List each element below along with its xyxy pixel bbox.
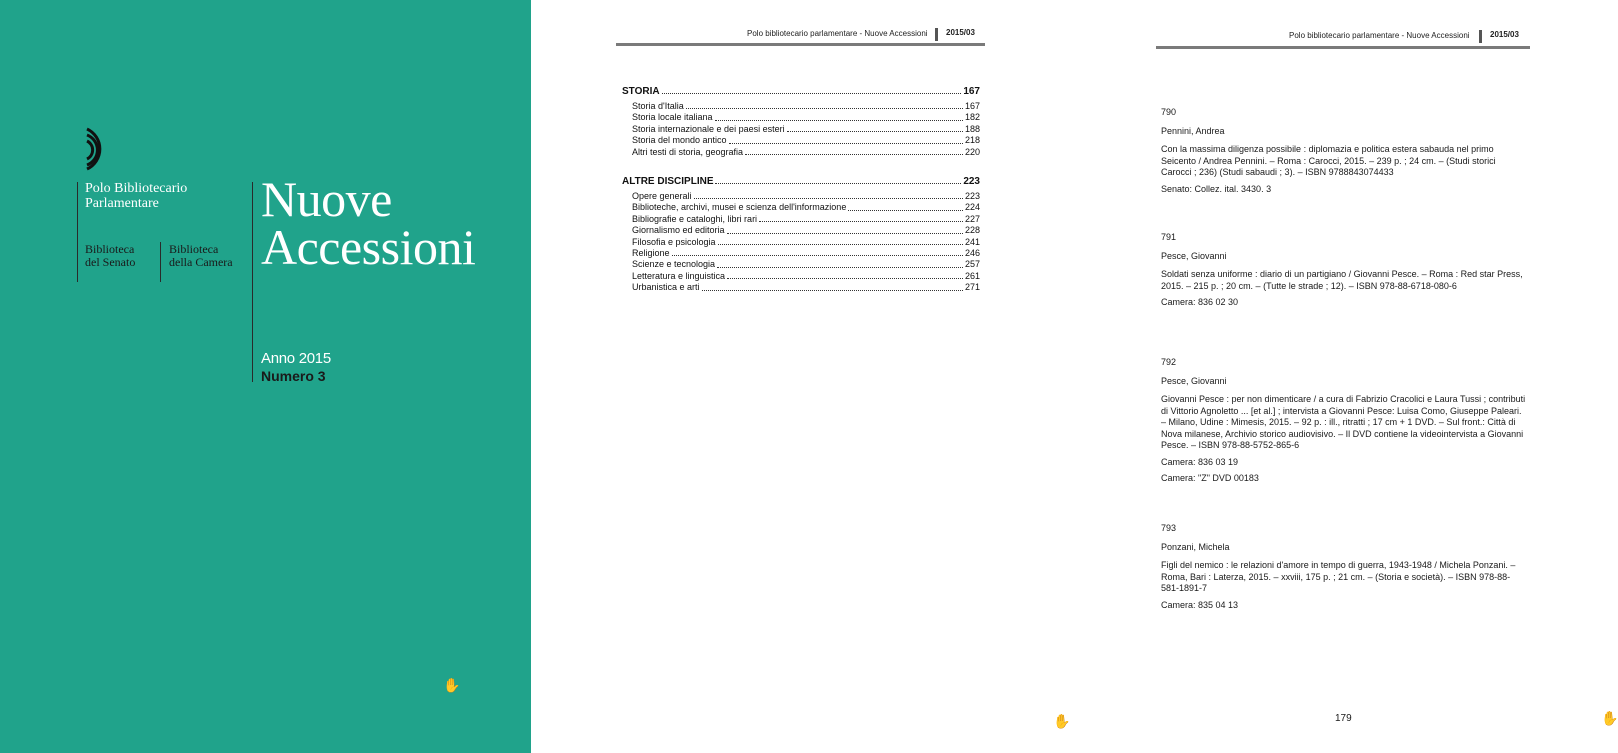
toc-item[interactable]: Scienze e tecnologia 257: [632, 259, 980, 270]
entry-location: Senato: Collez. ital. 3430. 3: [1161, 183, 1272, 194]
entry-location: Camera: 835 04 13: [1161, 599, 1239, 610]
entry-number: 790: [1161, 107, 1177, 117]
page1-header-rule: [616, 43, 985, 46]
entry-author: Pesce, Giovanni: [1161, 375, 1227, 386]
entry-description: Figli del nemico : le relazioni d'amore in tempo di guerra, 1943-1948 / Michela Ponzani. – Roma, Bari : Laterza, 2015. – xxviii, 175 p. ; 21 cm. – (Storia e società). – ISBN 978-88-581-1891-7: [1161, 560, 1516, 593]
toc-section-header[interactable]: ALTRE DISCIPLINE 223: [622, 176, 980, 187]
entry-number: 791: [1161, 232, 1177, 242]
page2-header: Polo bibliotecario parlamentare - Nuove Accessioni: [1289, 31, 1470, 40]
entry-number: 793: [1161, 523, 1177, 533]
catalog-entry: [1161, 107, 1526, 200]
catalog-entry: [1161, 523, 1526, 616]
entry-author: Ponzani, Michela: [1161, 541, 1230, 552]
cover-page: [0, 0, 531, 753]
cover-rule-left: [77, 182, 78, 282]
entry-author: Pesce, Giovanni: [1161, 250, 1227, 261]
page2-header-separator: [1479, 30, 1482, 43]
cover-title: Nuove Accessioni: [261, 171, 476, 275]
toc-item[interactable]: Storia locale italiana 182: [632, 112, 980, 123]
cover-rule-right: [252, 182, 253, 382]
cover-numero: Numero 3: [261, 368, 326, 384]
page-number: 179: [1335, 713, 1352, 724]
entry-location: Camera: 836 02 30: [1161, 297, 1239, 307]
hand-cursor-icon: ✋: [1053, 713, 1071, 729]
toc-item[interactable]: Storia internazionale e dei paesi esteri 188: [632, 123, 980, 134]
toc-section-header[interactable]: STORIA 167: [622, 86, 980, 97]
catalog-entry: [1161, 232, 1526, 314]
toc-item[interactable]: Bibliografie e cataloghi, libri rari 227: [632, 213, 980, 224]
page2-header-rule: [1156, 46, 1530, 49]
biblioteca-camera: Biblioteca della Camera: [169, 242, 233, 269]
toc-item[interactable]: Religione 246: [632, 248, 980, 259]
entry-location: Camera: 836 03 19: [1161, 456, 1239, 467]
toc-item[interactable]: Storia del mondo antico 218: [632, 135, 980, 146]
cover-rule-mid: [160, 242, 161, 282]
entry-description: Giovanni Pesce : per non dimenticare / a cura di Fabrizio Cracolici e Laura Tussi ; contributi di Vittorio Agnoletto ... [et al.] ; intervista a Giovanni Pesce: Luisa Como, Giuseppe Paleari. – Milano, Udine : Mimesis, 2015. – 92 p. : ill., ritratti ; 17 cm + 1 DVD. – Sul front.: Città di Nova milanese, Archivio storico audiovisivo. – Il DVD contiene la videointervista a Giovanni Pesce. – ISBN 978-88-5752-865-6: [1161, 394, 1526, 450]
entry-description: Con la massima diligenza possibile : diplomazia e politica estera sabauda nel primo Seicento / Andrea Pennini. – Roma : Carocci, 2015. – 239 p. ; 24 cm. – (Studi storici Carocci ; 236) (Studi sabaudi ; 3). – ISBN 9788843074433: [1161, 144, 1496, 177]
toc-item[interactable]: Filosofia e psicologia 241: [632, 236, 980, 247]
cover-anno: Anno 2015: [261, 350, 331, 367]
hand-cursor-icon: ✋: [1601, 710, 1618, 726]
toc-item[interactable]: Giornalismo ed editoria 228: [632, 225, 980, 236]
entry-location: Camera: "Z" DVD 00183: [1161, 473, 1259, 483]
toc-item[interactable]: Storia d'Italia 167: [632, 101, 980, 111]
toc-item[interactable]: Letteratura e linguistica 261: [632, 270, 980, 281]
entry-author: Pennini, Andrea: [1161, 125, 1225, 136]
page1-header: Polo bibliotecario parlamentare - Nuove Accessioni: [747, 29, 928, 38]
catalog-entry: [1161, 357, 1526, 490]
polo-logo-icon: [85, 125, 117, 173]
page2-year: 2015/03: [1490, 30, 1519, 39]
toc-item[interactable]: Opere generali 223: [632, 191, 980, 201]
hand-cursor-icon: ✋: [443, 677, 461, 693]
toc-item[interactable]: Biblioteche, archivi, musei e scienza dell'informazione 224: [632, 202, 980, 213]
entry-number: 792: [1161, 357, 1177, 367]
toc-item[interactable]: Altri testi di storia, geografia 220: [632, 146, 980, 157]
page1-year: 2015/03: [946, 28, 975, 37]
biblioteca-senato: Biblioteca del Senato: [85, 242, 136, 269]
toc-section-altre-discipline: [622, 176, 980, 294]
entry-description: Soldati senza uniforme : diario di un partigiano / Giovanni Pesce. – Roma : Red star Press, 2015. – 215 p. ; 20 cm. – (Tutte le strade ; 12). – ISBN 978-88-6718-080-6: [1161, 269, 1523, 291]
toc-section-storia: [622, 86, 980, 158]
polo-name: Polo Bibliotecario Parlamentare: [85, 181, 188, 211]
toc-item[interactable]: Urbanistica e arti 271: [632, 282, 980, 293]
page1-header-separator: [935, 28, 938, 41]
